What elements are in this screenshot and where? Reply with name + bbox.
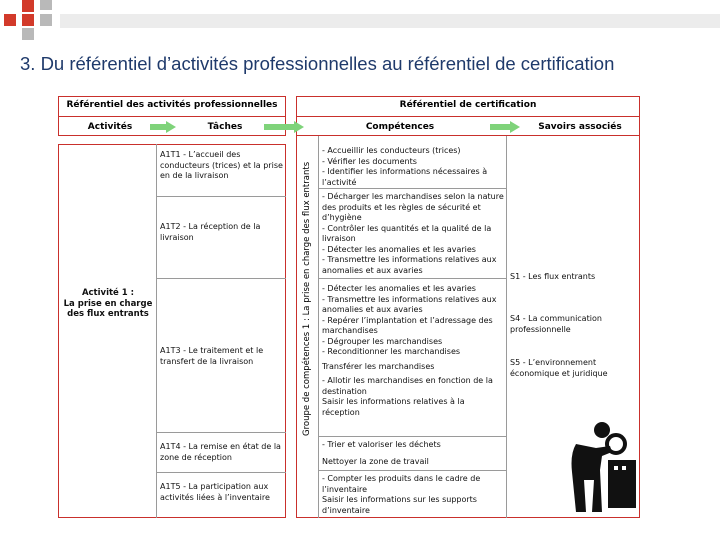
competence-item: Nettoyer la zone de travail bbox=[322, 456, 429, 466]
competence-item: - Accueillir les conducteurs (trices) bbox=[322, 146, 461, 155]
divider bbox=[156, 472, 286, 473]
col-savoirs: Savoirs associés bbox=[538, 122, 622, 132]
competence-item: - Transmettre les informations relatives aux anomalies et aux avaries bbox=[322, 255, 497, 275]
divider bbox=[506, 136, 507, 518]
divider bbox=[156, 196, 286, 197]
col-competences: Compétences bbox=[365, 122, 435, 132]
corner-decoration bbox=[0, 0, 60, 40]
left-header: Référentiel des activités professionnelles bbox=[66, 100, 278, 110]
competence-block bbox=[322, 440, 504, 467]
competence-item: - Détecter les anomalies et les avaries bbox=[322, 244, 476, 254]
divider bbox=[296, 116, 640, 117]
competence-block bbox=[322, 146, 504, 188]
tache-item: A1T5 - La participation aux activités liées à l’inventaire bbox=[160, 482, 270, 502]
competence-item: - Compter les produits dans le cadre de l’inventaire bbox=[322, 474, 481, 494]
competence-item: - Détecter les anomalies et les avaries bbox=[322, 284, 476, 293]
top-bar bbox=[60, 14, 720, 28]
competence-item: - Contrôler les quantités et la qualité de la livraison bbox=[322, 223, 492, 243]
page-title: 3. Du référentiel d’activités professionnelles au référentiel de certification bbox=[20, 53, 615, 74]
competence-block bbox=[322, 192, 504, 276]
divider bbox=[318, 188, 506, 189]
savoir-item: S5 - L’environnement économique et juridique bbox=[510, 358, 608, 378]
competence-item: - Identifier les informations nécessaires à l’activité bbox=[322, 167, 488, 187]
competence-item: - Dégrouper les marchandises bbox=[322, 336, 443, 346]
divider bbox=[156, 432, 286, 433]
divider bbox=[318, 278, 506, 279]
competence-item: - Décharger les marchandises selon la nature des produits et les règles de sécurité et d’hygiène bbox=[322, 192, 504, 222]
tache-item: A1T4 - La remise en état de la zone de réception bbox=[160, 442, 281, 462]
col-activites: Activités bbox=[87, 122, 133, 132]
competence-block bbox=[322, 474, 504, 516]
competence-item: - Reconditionner les marchandises bbox=[322, 347, 461, 356]
divider bbox=[318, 470, 506, 471]
savoir-item: S1 - Les flux entrants bbox=[510, 272, 596, 281]
competence-block bbox=[322, 284, 504, 418]
divider bbox=[58, 116, 286, 117]
group-label: Groupe de compétences 1 : La prise en charge des flux entrants bbox=[302, 161, 312, 436]
competence-item: Saisir les informations sur les supports d’inventaire bbox=[322, 495, 477, 515]
tache-item: A1T1 - L’accueil des conducteurs (trices) et la prise en de la livraison bbox=[160, 150, 283, 180]
competence-item: - Allotir les marchandises en fonction de la destination bbox=[322, 376, 493, 396]
right-header: Référentiel de certification bbox=[399, 100, 537, 110]
divider bbox=[318, 436, 506, 437]
divider bbox=[156, 144, 157, 518]
col-taches: Tâches bbox=[207, 122, 243, 132]
savoir-item: S4 - La communication professionnelle bbox=[510, 314, 602, 334]
divider bbox=[318, 136, 319, 518]
tache-item: A1T3 - Le traitement et le transfert de la livraison bbox=[160, 346, 264, 366]
worker-pictogram-icon bbox=[566, 420, 638, 512]
arrow-right-icon bbox=[490, 121, 520, 133]
competence-item: - Vérifier les documents bbox=[322, 156, 417, 166]
activite-label: Activité 1 : La prise en charge des flux entrants bbox=[63, 288, 153, 319]
tache-item: A1T2 - La réception de la livraison bbox=[160, 222, 261, 242]
competence-item: Transférer les marchandises bbox=[322, 361, 435, 371]
competence-item: - Transmettre les informations relatives aux anomalies et aux avaries bbox=[322, 294, 497, 314]
competence-item: - Trier et valoriser les déchets bbox=[322, 440, 441, 449]
competence-item: - Repérer l’implantation et l’adressage des marchandises bbox=[322, 315, 493, 335]
arrow-right-icon bbox=[150, 121, 176, 133]
arrow-right-icon bbox=[264, 121, 304, 133]
divider bbox=[156, 278, 286, 279]
competence-item: Saisir les informations relatives à la réception bbox=[322, 397, 465, 417]
